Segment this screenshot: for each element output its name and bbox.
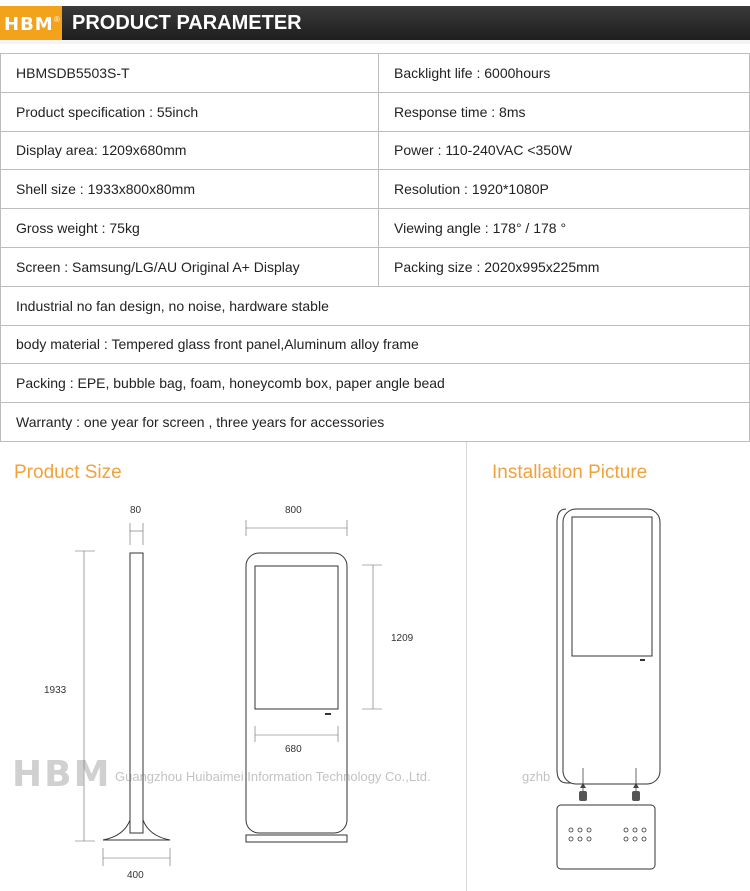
param-cell: Product specification : 55inch: [1, 92, 379, 131]
param-cell: Power : 110-240VAC <350W: [379, 131, 750, 170]
registered-mark: ®: [54, 15, 60, 24]
param-cell: HBMSDB5503S-T: [1, 54, 379, 93]
product-size-title: Product Size: [14, 462, 122, 483]
dim-screen-width-label: 680: [285, 744, 302, 755]
param-cell: Screen : Samsung/LG/AU Original A+ Display: [1, 247, 379, 286]
param-cell: Packing size : 2020x995x225mm: [379, 247, 750, 286]
installation-title: Installation Picture: [492, 462, 648, 483]
param-cell-full: body material : Tempered glass front panel,Aluminum alloy frame: [1, 325, 750, 364]
param-cell: Shell size : 1933x800x80mm: [1, 170, 379, 209]
param-cell: Response time : 8ms: [379, 92, 750, 131]
watermark-site: gzhb: [522, 769, 551, 784]
dim-width-label: 800: [285, 505, 302, 516]
front-view-drawing: [246, 520, 382, 842]
param-cell: Viewing angle : 178° / 178 °: [379, 209, 750, 248]
dim-height-label: 1933: [44, 685, 67, 696]
param-cell-full: Industrial no fan design, no noise, hardware stable: [1, 286, 750, 325]
param-cell: Backlight life : 6000hours: [379, 54, 750, 93]
param-cell: Resolution : 1920*1080P: [379, 170, 750, 209]
page-title: PRODUCT PARAMETER: [72, 12, 302, 34]
param-cell: Gross weight : 75kg: [1, 209, 379, 248]
dim-screen-height-label: 1209: [391, 633, 414, 644]
param-cell-full: Warranty : one year for screen , three years for accessories: [1, 403, 750, 442]
side-view-drawing: [75, 523, 170, 866]
watermark-company: Guangzhou Huibaimei Information Technology Co.,Ltd.: [115, 769, 431, 784]
param-cell-full: Packing : EPE, bubble bag, foam, honeycomb box, paper angle bead: [1, 364, 750, 403]
dim-depth-label: 80: [130, 505, 142, 516]
dim-base-width-label: 400: [127, 870, 144, 881]
watermark-logo: HBM: [12, 754, 112, 795]
param-cell: Display area: 1209x680mm: [1, 131, 379, 170]
brand-logo-text: HBM: [4, 14, 54, 35]
installation-drawing: [557, 509, 660, 869]
